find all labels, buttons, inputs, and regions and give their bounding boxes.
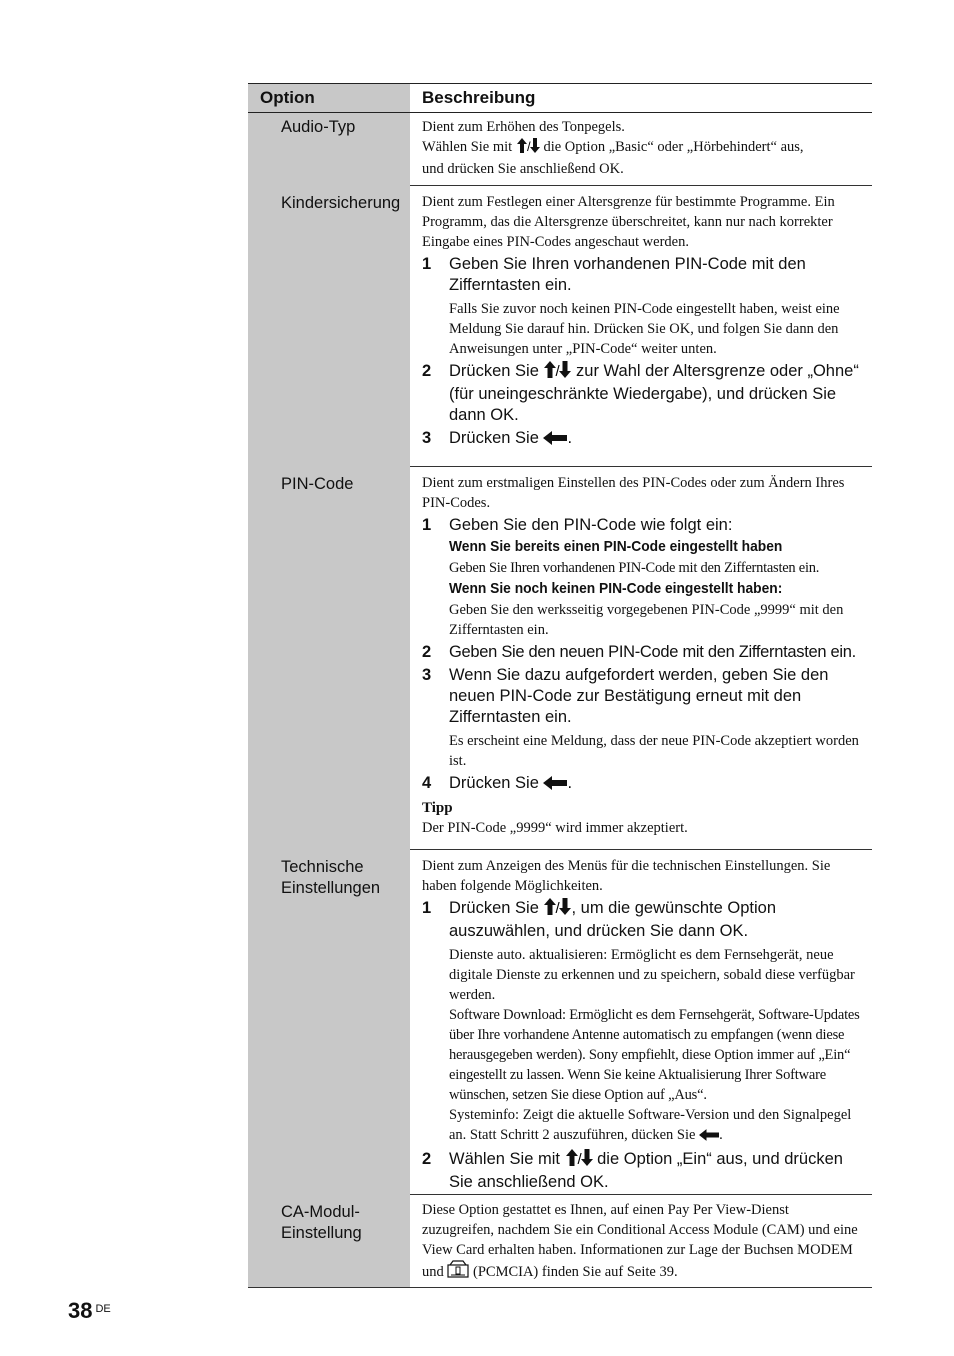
step-1: 1 Drücken Sie / , um die gewünschte Option auszuwählen, und drücken Sie dann OK.: [422, 899, 777, 940]
table-row-technische-einstellungen: [248, 850, 872, 1195]
option-label: Technische Einstellungen: [248, 850, 410, 1195]
svg-text:/: /: [555, 363, 561, 378]
description-text: Dient zum Festlegen einer Altersgrenze für bestimmte Programme. Ein Programm, das die Altersgrenze überschreitet, kann nur nach korrekter Eingabe eines PIN-Codes angeschaut werden.: [422, 194, 835, 250]
description-text: Wählen Sie mit / die Option „Basic“ oder „Hörbehindert“ aus,: [422, 137, 862, 159]
subheading: Wenn Sie bereits einen PIN-Code eingestellt haben: [449, 538, 783, 555]
return-arrow-icon: [699, 1127, 719, 1147]
step-2: 2 Drücken Sie / zur Wahl der Altersgrenze oder „Ohne“ (für uneingeschränkte Wiedergabe), und drücken Sie dann OK.: [422, 362, 859, 424]
return-arrow-icon: [543, 430, 567, 451]
up-down-arrow-icon: [543, 898, 571, 921]
subheading-text: Geben Sie den werksseitig vorgegebenen PIN-Code „9999“ mit den Zifferntasten ein.: [449, 602, 844, 638]
option-description: [410, 850, 872, 1195]
option-note: Systeminfo: Zeigt die aktuelle Software-Version und den Signalpegel an. Statt Schritt 2 auszuführen, dücken Sie .: [449, 1105, 862, 1147]
subheading-text: Geben Sie Ihren vorhandenen PIN-Code mit den Zifferntasten ein.: [449, 560, 820, 576]
option-description: [410, 467, 872, 850]
svg-text:/: /: [526, 139, 531, 153]
tip-text: Der PIN-Code „9999“ wird immer akzeptiert.: [422, 820, 688, 836]
step-note: Falls Sie zuvor noch keinen PIN-Code eingestellt haben, weist eine Meldung Sie darauf hin. Drücken Sie OK, und folgen Sie dann den Anweisungen unter „PIN-Code“ weiter unten.: [449, 301, 840, 357]
description-text: und drücken Sie anschließend OK.: [422, 161, 624, 177]
option-description: [410, 186, 872, 467]
step-2: 2 Geben Sie den neuen PIN-Code mit den Zifferntasten ein.: [422, 643, 856, 661]
table-row-ca-modul-einstellung: [248, 1195, 872, 1288]
up-down-arrow-icon: [516, 138, 540, 159]
option-label: PIN-Code: [248, 467, 410, 850]
step-2: 2 Wählen Sie mit / die Option „Ein“ aus, und drücken Sie anschließend OK.: [422, 1150, 843, 1191]
table-row-kindersicherung: [248, 186, 872, 467]
table-row-audio-typ: [248, 113, 872, 186]
table-header: [248, 83, 872, 113]
page-footer: [68, 1298, 111, 1324]
step-1: 1 Geben Sie Ihren vorhandenen PIN-Code mit den Zifferntasten ein.: [422, 255, 806, 294]
step-4: 4 Drücken Sie .: [422, 773, 862, 796]
options-table: [248, 83, 872, 1288]
svg-text:/: /: [555, 900, 561, 915]
option-note: Dienste auto. aktualisieren: Ermöglicht es dem Fernsehgerät, neue digitale Dienste zu erkennen und zu speichern, sobald diese verfügbar werden.: [449, 947, 855, 1003]
page-number: 38: [68, 1298, 93, 1323]
pcmcia-slot-icon: [447, 1260, 469, 1284]
up-down-arrow-icon: [543, 361, 571, 384]
header-description: Beschreibung: [422, 88, 536, 107]
option-description: [410, 113, 872, 186]
option-label: Audio-Typ: [248, 113, 410, 186]
subheading: Wenn Sie noch keinen PIN-Code eingestellt haben:: [449, 580, 783, 597]
step-3: 3 Drücken Sie .: [422, 428, 862, 451]
up-down-arrow-icon: [565, 1149, 593, 1172]
description-text: Dient zum erstmaligen Einstellen des PIN-Codes oder zum Ändern Ihres PIN-Codes.: [422, 475, 845, 511]
header-option: Option: [248, 84, 410, 112]
tip-title: Tipp: [422, 800, 453, 816]
return-arrow-icon: [543, 775, 567, 796]
description-text: Dient zum Erhöhen des Tonpegels.: [422, 119, 625, 135]
svg-text:/: /: [577, 1151, 582, 1166]
option-description: Diese Option gestattet es Ihnen, auf einen Pay Per View-Dienst zuzugreifen, nachdem Sie ein Conditional Access Module (CAM) und eine View Card erhalten haben. Informationen zur Lage der Buchsen MODEM und (PCMCIA) finden Sie auf Seite 39.: [410, 1195, 872, 1288]
table-row-pin-code: [248, 467, 872, 850]
description-text: Dient zum Anzeigen des Menüs für die technischen Einstellungen. Sie haben folgende Möglichkeiten.: [422, 858, 831, 894]
option-label: Kindersicherung: [248, 186, 410, 467]
option-label: CA-Modul-Einstellung: [248, 1195, 410, 1288]
option-note: Software Download: Ermöglicht es dem Fernsehgerät, Software-Updates über Ihre vorhandene Antenne automatisch zu empfangen (wenn diese herausgegeben werden). Sony empfiehlt, diese Option immer auf „Ein“ eingestellt zu lassen. Wenn Sie keine Aktualisierung Ihrer Software wünschen, setzen Sie diese Option auf „Aus“.: [449, 1007, 860, 1103]
step-note: Es erscheint eine Meldung, dass der neue PIN-Code akzeptiert worden ist.: [449, 733, 859, 769]
step-3: 3 Wenn Sie dazu aufgefordert werden, geben Sie den neuen PIN-Code zur Bestätigung erneut mit den Zifferntasten ein.: [422, 666, 829, 726]
language-code: DE: [95, 1303, 111, 1315]
step-1: 1 Geben Sie den PIN-Code wie folgt ein:: [422, 516, 733, 534]
